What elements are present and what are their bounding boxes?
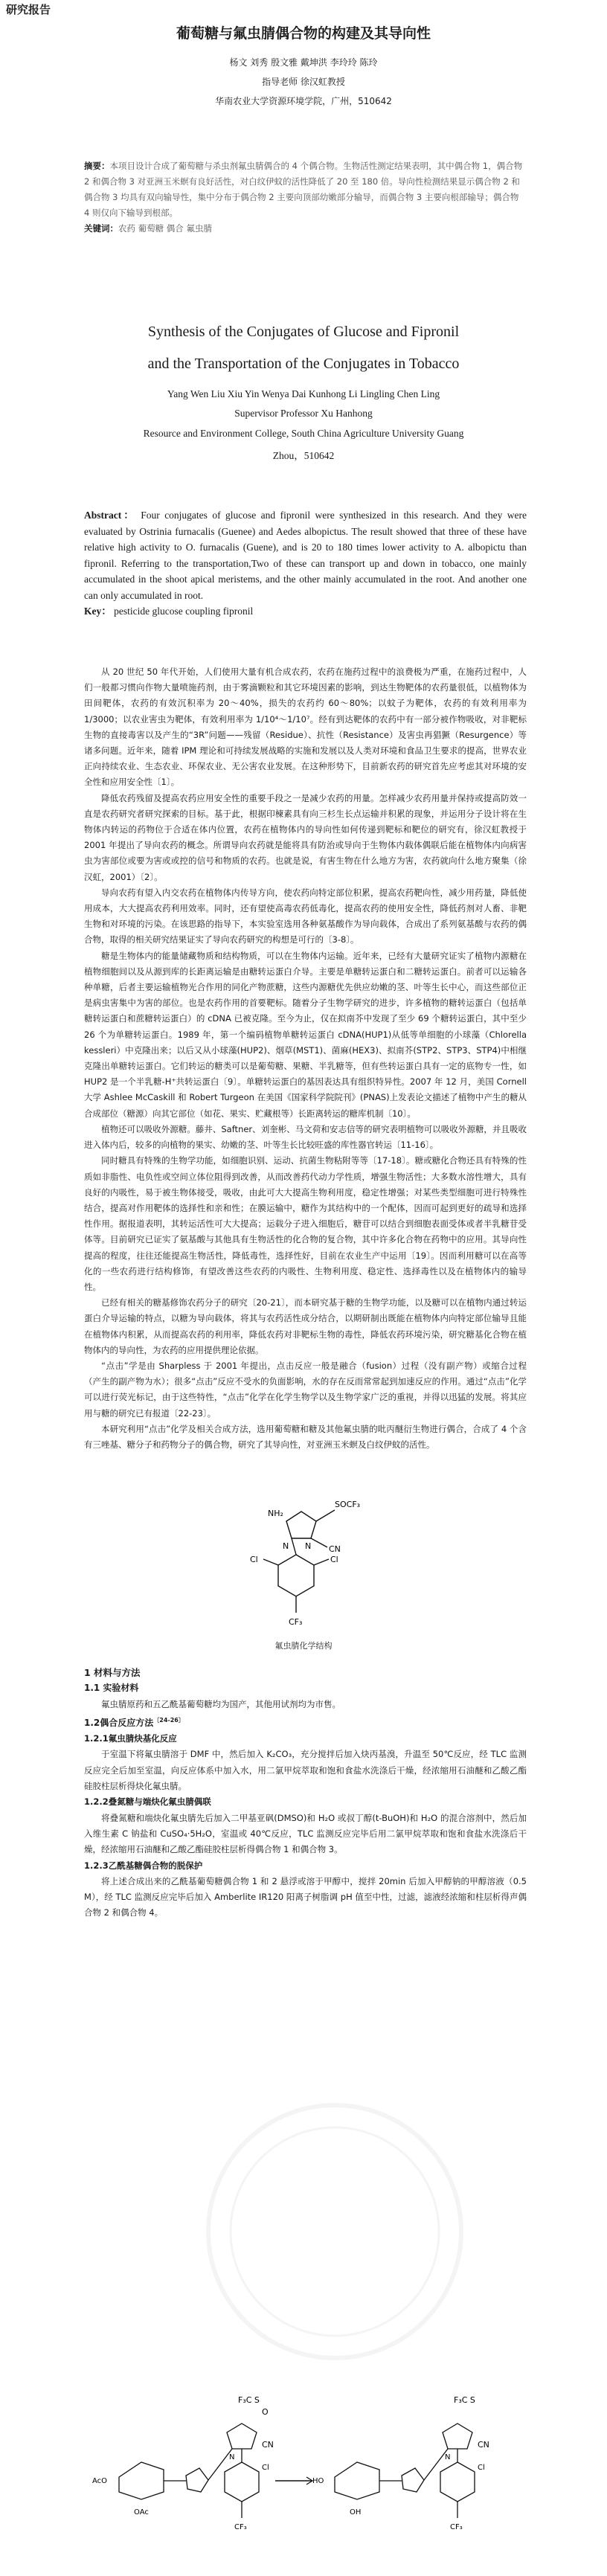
english-affiliation-line-2: Zhou，510642: [272, 450, 335, 461]
english-abstract: [84, 507, 527, 620]
label-socf3: SOCF₃: [335, 1500, 361, 1509]
english-title-line-1: Synthesis of the Conjugates of Glucose and Fipronil: [147, 324, 460, 340]
label-cf3-right: CF₃: [450, 2523, 463, 2531]
phenyl-ring: [278, 1555, 314, 1596]
alkynylation-heading: 1.2.1氟虫腈炔基化反应: [84, 1733, 177, 1744]
watermark-seal-icon: [149, 2083, 521, 2380]
chinese-affiliation: 华南农业大学资源环境学院，广州，510642: [215, 96, 392, 106]
english-title-line-2: and the Transportation of the Conjugates in Tobacco: [147, 356, 460, 372]
deprotection-text: 将上述合成出来的乙酰基葡萄糖偶合物 1 和 2 悬浮或溶于甲醇中，搅拌 20min 后加入甲醇钠的甲醇溶液（0.5 M），经 TLC 监测反应完毕后加入 Amberlite IR120 阳离子树脂调 pH 值至中性，过滤，滤液经浓缩和柱层析得声偶合物 2 和偶合物 4。: [84, 1875, 527, 1918]
fipronil-structure-figure: [223, 1480, 387, 1637]
label-cl-left: Cl: [262, 2464, 269, 2472]
figure-caption: 氟虫腈化学结构: [274, 1641, 333, 1651]
chinese-advisor: 指导老师 徐汉虹教授: [262, 77, 345, 87]
chinese-keywords-label: 关键词：: [84, 223, 118, 234]
label-cf3so-left: F₃C S: [238, 2395, 260, 2405]
chinese-title: 葡萄糖与氟虫腈偶合物的构建及其导向性: [176, 25, 431, 42]
glucose-ring-left: [119, 2462, 164, 2499]
label-aco-left: AcO: [92, 2477, 108, 2485]
azide-coupling-heading: 1.2.2叠氮糖与端炔化氟虫腈偶联: [84, 1796, 211, 1808]
intro-paragraph-1: 从 20 世纪 50 年代开始，人们使用大量有机合成农药，农药在施药过程中的浪费极为严重，在施药过程中，人们一般都习惯向作物大量喷施药剂，由于雾滴颗粒和其它环境因素的影响，到达生物靶体的农药量很低，以植物体为田间靶体，农药的有效沉积率为 20～40%，损失的农药约 60～80%；以蚊子为靶体，农药的有效利用率为 1/3000；以农业害虫为靶体，有效利用率为 1/10⁴～1/10⁷。经有到达靶体的农药中有一部分被作物吸收，对非靶标生物的直接毒害以及产生的“3R”问题——残留（Residue）、抗性（Resistance）及害虫再猖獗（Resurgence）等诸多问题。近年来，随着 IPM 理论和可持续发展战略的实施和发展以及人类对环境和食品卫生要求的提高，世界农业正向持续农业、生态农业、环保农业、无公害农业发展。在这种形势下，目前新农药的研究首先应考虑其对环境的安全性和应用安全性〔1〕。: [84, 667, 527, 788]
coupling-heading-text: 1.2偶合反应方法: [84, 1717, 154, 1728]
chinese-authors: 杨文 刘秀 殷文雅 戴坤洪 李玲玲 陈玲: [229, 57, 378, 68]
intro-paragraph-3: 导向农药有望入内交农药在植物体内传导方向，使农药向特定部位积累，提高农药靶向性，减少用药量，降低使用成本，大大提高农药利用效率。同时，还有望使高毒农药低毒化，提高农药的使用安全性，降低药剂对人畜、非靶生物和对环境的污染。在该思路的指导下，本实验室选用各种氨基酸作为导向载体，合成出了系列氨基酸与农药的偶合物，取得的相关研究结果证实了导向农药研究的构想是可行的〔3-8〕。: [84, 887, 527, 945]
chinese-abstract-label: 摘要：: [84, 161, 110, 171]
phenyl-ring-right: [440, 2462, 475, 2502]
intro-paragraph-4: 糖是生物体内的能量储藏物质和结构物质，可以在生物体内运输。近年来，已经有大量研究证实了植物内源糖在植物细胞间以及从源到库的长距离运输是由糖转运蛋白介导。主要是单糖转运蛋白和二糖转运蛋白。前者可以运输各种单糖，后者主要运输植物光合作用的同化产物蔗糖，这些内源糖优先供应幼嫩的茎、叶等生长中心，而这些部位正是病虫害集中为害的部位。也是农药作用的首要靶标。随着分子生物学研究的进步，许多植物的糖转运蛋白（包括单糖转运蛋白和蔗糖转运蛋白）的 cDNA 已被克隆。至今为止，仅在拟南芥中发现了至少 69 个糖转运蛋白，其中至少 26 个为单糖转运蛋白。1989 年，第一个编码植物单糖转运蛋白 cDNA(HUP1)从低等单细胞的小球藻（Chlorella kessleri）中克隆出来；以后又从小球藻(HUP2)、烟草(MST1)、菌麻(HEX3)、拟南芥(STP2、STP3、STP4)中相继克隆出单糖转运蛋白。它们转运的糖类可以是葡萄糖、果糖、半乳糖等，但有些转运蛋白具有一定的底物专一性，如 HUP2 是一个半乳糖-H⁺共转运蛋白〔9〕。单糖转运蛋白的基因表达具有组织特异性。2007 年 12 月，美国 Cornell 大学 Ashlee McCaskill 和 Robert Turgeon 在美国《国家科学院院刊》(PNAS)上发表论文描述了植物中产生的糖从合成部位（糖源）向其它部位（如花、果实、贮藏根等）长距离转运的糖库机制〔10〕。: [84, 950, 527, 1119]
label-ho-right: HO: [312, 2477, 324, 2485]
chinese-abstract-text: 本项目设计合成了葡萄糖与杀虫剂氟虫腈偶合的 4 个偶合物。生物活性测定结果表明，其中偶合物 1，偶合物 2 和偶合物 3 对亚洲玉米螟有良好活性，对白纹伊蚊的活性降低了 20 至 180 倍。导向性检测结果显示偶合物 2 和偶合物 3 均具有双向输导性，集中分布于偶合物 2 主要向顶部幼嫩部分输导，而偶合物 3 主要向根部输导；偶合物 4 则仅向下输导到根部。: [84, 161, 523, 218]
label-nh2: NH₂: [268, 1509, 283, 1518]
materials-text: 氟虫腈原药和五乙酰基葡萄糖均为国产，其他用试剂均为市售。: [101, 1698, 341, 1709]
intro-paragraph-8: “点击”学是由 Sharpless 于 2001 年提出，点击反应一般是融合（fusion）过程（没有副产物）或缩合过程（产生的副产物为水）；很多“点击”反应不受水的负面影响，水的存在反而常常起到加速反应的作用。通过“点击”化学可以进行荧光标记，由于这些特性，“点击”化学在化学生物学以及生物学家广泛的重视，并得以迅猛的发展。将其应用与糖的研究已有报道〔22-23〕。: [84, 1360, 527, 1419]
english-abstract-label: Abstract：: [84, 510, 136, 521]
label-n2: N: [305, 1541, 312, 1551]
pyrazole-ring: [286, 1512, 316, 1538]
conjugate-structure-figure: [89, 2388, 521, 2570]
deprotection-heading: 1.2.3乙酰基糖偶合物的脱保护: [84, 1860, 203, 1871]
label-cl1: Cl: [330, 1555, 338, 1564]
triazole-ring-right: [402, 2468, 424, 2492]
label-o-left: O: [262, 2407, 269, 2417]
english-affiliation-line-1: Resource and Environment College, South China Agriculture University Guang: [143, 428, 464, 439]
label-cn-left: CN: [262, 2440, 274, 2450]
chinese-keywords: 农药 葡萄糖 偶合 氟虫腈: [118, 223, 212, 234]
triazole-ring-left: [186, 2468, 208, 2492]
intro-paragraph-5: 植物还可以吸收外源糖。藤井、Saftner、刘奎彬、马文荷和安志信等的研究表明植物可以吸收外源糖，并且吸收进入体内后，较多的向植物的果实、幼嫩的茎、叶等生长比较旺盛的库性器官转运〔11-16〕。: [84, 1123, 527, 1151]
label-n-left: N: [229, 2453, 235, 2461]
coupling-method-heading: [84, 1712, 527, 1731]
english-advisor: Supervisor Professor Xu Hanhong: [234, 408, 373, 419]
label-oac-left: OAc: [134, 2508, 149, 2516]
chinese-abstract: [84, 158, 527, 237]
introduction-body: [84, 664, 527, 1453]
label-cn: CN: [329, 1544, 341, 1554]
pyrazole-ring-left: [227, 2424, 257, 2449]
label-cn-right: CN: [478, 2440, 489, 2450]
materials-heading: 1.1 实验材料: [84, 1683, 139, 1694]
label-cl2: Cl: [250, 1555, 258, 1564]
alkynylation-text: 于室温下将氟虫腈溶于 DMF 中，然后加入 K₂CO₃，充分搅拌后加入炔丙基溴，升温至 50℃反应，经 TLC 监测反应完全后加至室温，向反应体系中加入水，用二氯甲烷萃取和饱和食盐水洗涤后干燥，经浓缩用石油醚和乙酸乙酯硅胶柱层析得炔化氟虫腈。: [84, 1749, 527, 1792]
label-cf3-left: CF₃: [234, 2523, 247, 2531]
label-n-right: N: [445, 2453, 451, 2461]
phenyl-ring-left: [225, 2462, 259, 2502]
section-header: 研究报告: [6, 3, 51, 16]
english-keywords: pesticide glucose coupling fipronil: [114, 606, 254, 617]
english-authors: Yang Wen Liu Xiu Yin Wenya Dai Kunhong Li Lingling Chen Ling: [167, 388, 440, 399]
methods-heading: 1 材料与方法: [84, 1667, 141, 1678]
methods-section: [84, 1665, 527, 1921]
label-cf3: CF₃: [289, 1617, 303, 1627]
intro-paragraph-2: 降低农药残留及提高农药应用安全性的重要手段之一是减少农药的用量。怎样减少农药用量并保持或提高防效一直是农药研究者研究探索的目标。基于此，根据印楝素具有向三杉生长点运输并积累的现象，并运用分子设计将在生物体内转运的药物位于合适在体内位置，农药在植物体内的导向性如何传递到靶标和靶位的研究有，徐汉虹教授于 2001 年提出了导向农药的概念。所谓导向农药就是能将具有防治或导向于生物体内载体偶联后能在植物体内向病害虫为害部位或要为害或或控的信号和物质的农药。也就是说，有害生物在什么地方为害，农药就向什么地方聚集（徐汉虹，2001）〔2〕。: [84, 792, 527, 882]
pyrazole-ring-right: [443, 2424, 472, 2449]
glucose-ring-right: [335, 2462, 379, 2499]
english-abstract-text: Four conjugates of glucose and fipronil were synthesized in this research. And they were evaluated by Ostrinia furnacalis (Guenee) and Aedes albopictus. The result showed that three of these have relative high activity to O. furnacalis (Guene), and is 20 to 180 times lower activity to A. albopictu than fipronil. Referring to the transportation,Two of these can transport up and down in tobacco, one mainly accumulated in the shoot apical meristems, and the other mainly accumulated in the root. And another one can only accumulated in root.: [84, 510, 527, 601]
azide-coupling-text: 将叠氮糖和端炔化氟虫腈先后加入二甲基亚砜(DMSO)和 H₂O 或叔丁醇(t-BuOH)和 H₂O 的混合溶剂中，然后加入维生素 C 钠盐和 CuSO₄·5H₂O，室温或 40℃反应，TLC 监测反应完毕后用二氯甲烷萃取和饱和食盐水洗涤后干燥，经浓缩用石油醚和乙酸乙酯硅胶柱层析得偶合物 1 和偶合物 3。: [84, 1812, 527, 1855]
coupling-heading-ref: 〔24-26〕: [153, 1716, 184, 1724]
intro-paragraph-7: 已经有相关的糖基修饰农药分子的研究〔20-21〕，而本研究基于糖的生物学功能，以及糖可以在植物内通过转运蛋白介导运输的特点，以糖为导向载体，将其与农药活性成分结合，以期研制出既能在植物体内向特定部位输导且能在植物体内积累，从而提高农药的利用率，降低农药对非靶标生物的毒性，降低农药环境污染，研究糖基化合物在植物体内的导向性，为农药的应用提供理论依据。: [84, 1297, 527, 1355]
label-n1: N: [283, 1541, 289, 1551]
label-cf3so-right: F₃C S: [454, 2395, 475, 2405]
intro-paragraph-6: 同时糖具有特殊的生物学功能，如细胞识别、运动、抗菌生物粘附等等〔17-18〕。糖或糖化合物还具有特殊的性质如非脂性、电负性或空间立体位阻得到改善，从而改善药代动力学性质，增强生物活性；大多数水溶性增大，具有良好的内吸性，易于被生物体接受，吸收，由此可大大提高生物利用度，稳定性增强；对某些类型细胞可进行特殊性结合，提高对作用靶体的选择性和亲和性；在膜运输中，糖作为其结构中的一个配体，因而可起到更好的疏导和选择性作用。据报道表明，其转运活性可大大提高；运载分子进入细胞后，糖苷可以结合到细胞表面受体或者半乳糖苷受体等。目前研究已证实了氨基酸与其他具有生物活性的化合物的复合物，其中许多化合物在药物中的应用。其导向性提高的程度，往往还能提高生物活性，降低毒性，选择性好，目前在农业生产中运用〔19〕。因而利用糖可以在高等化的一些农药进行结构修饰，有望改善这些农药的内吸性、生物利用度、稳定性、选择毒性以及在植物体内的输导性。: [84, 1155, 527, 1292]
label-cl-right: Cl: [478, 2464, 485, 2472]
intro-paragraph-9: 本研究利用“点击”化学及相关合成方法，选用葡萄糖和糖及其他氟虫腈的吡丙醚衍生物进行偶合，合成了 4 个含有三唑基、糖分子和药物分子的偶合物，研究了其导向性，对亚洲玉米螟及白纹伊蚊的活性。: [84, 1423, 527, 1450]
label-oh-right: OH: [350, 2508, 362, 2516]
english-keywords-label: Key：: [84, 606, 112, 617]
